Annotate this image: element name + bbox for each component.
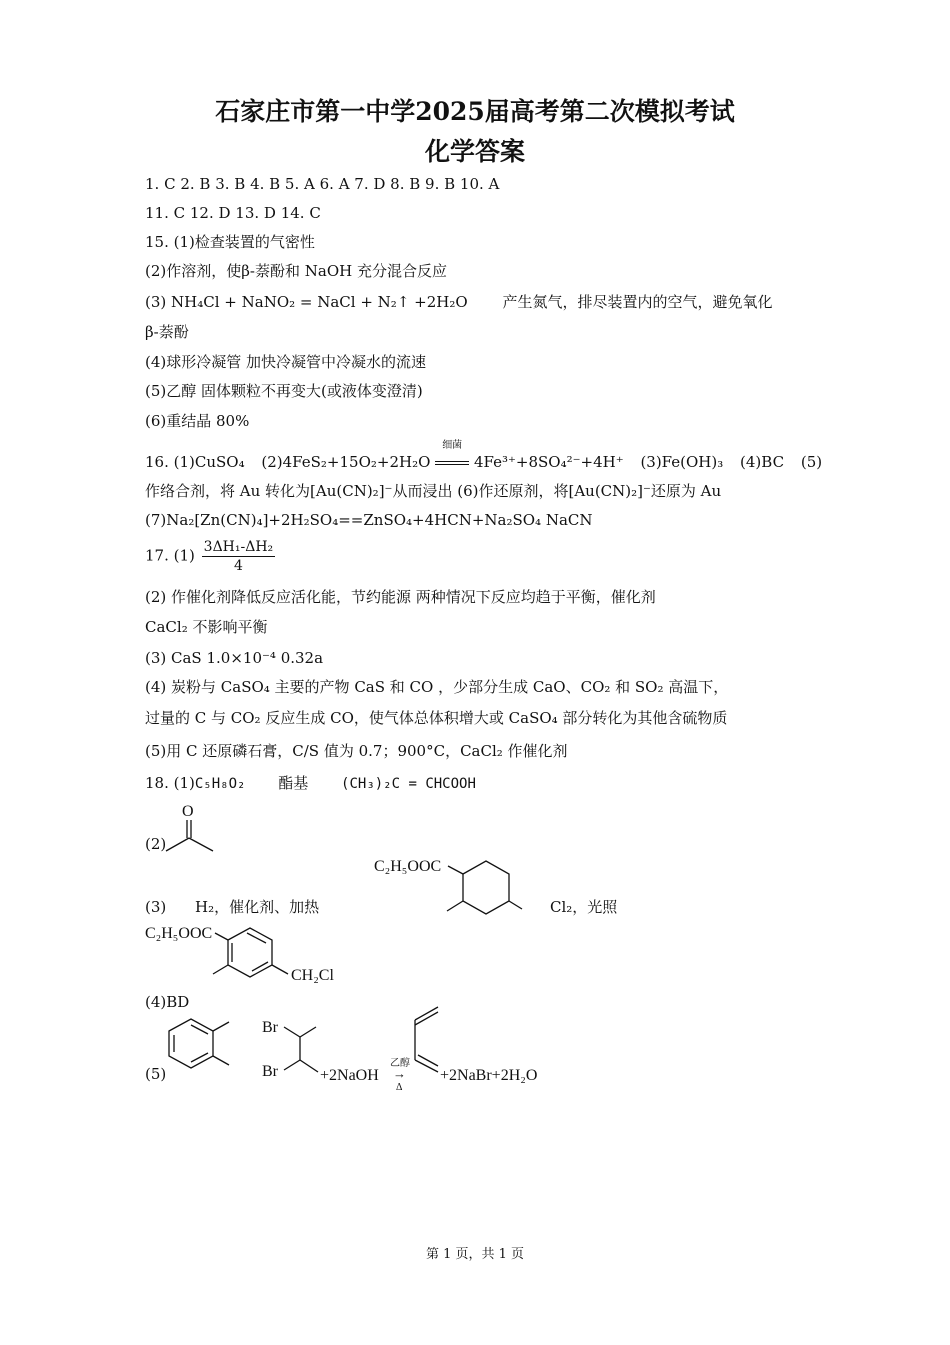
dibromo-reaction [260,1012,560,1092]
cyclohexane-ester-structure [372,845,532,915]
q16-line1 [145,440,823,472]
q18-condition-2: Cl₂，光照 [550,898,618,916]
q17-prefix: 17. (1) [145,546,195,565]
carbonyl-oxygen: O [182,803,194,820]
q17-part1 [145,538,275,575]
q16-a4: (4)BC [740,453,785,471]
q18-part3-label: (3) [145,898,167,916]
q16-a2-rhs: 4Fe³⁺+8SO₄²⁻+4H⁺ [473,453,624,471]
page-footer: 第 1 页，共 1 页 [425,1247,525,1262]
q15-part3-cont: β-萘酚 [145,323,189,341]
acetone-structure [160,798,230,858]
q15-part4: (4)球形冷凝管 加快冷凝管中冷凝水的流速 [145,353,427,371]
q15-part3-note: 产生氮气，排尽装置内的空气，避免氧化 [502,293,773,311]
page-title: 石家庄市第一中学2025届高考第二次模拟考试 [215,97,735,126]
q18-structure: (CH₃)₂C = CHCOOH [341,776,476,792]
q17-part2-cont: CaCl₂ 不影响平衡 [145,618,268,636]
q15-part5: (5)乙醇 固体颗粒不再变大(或液体变澄清) [145,382,423,400]
q18-condition-1: H₂，催化剂、加热 [195,898,320,916]
q15-part1: 15. (1)检查装置的气密性 [145,233,315,251]
q16-condition: 细菌 [442,440,463,451]
q16-a2-lhs: (2)4FeS₂+15O₂+2H₂O [261,453,431,471]
q17-part2: (2) 作催化剂降低反应活化能，节约能源 两种情况下反应均趋于平衡，催化剂 [145,588,656,606]
bromine-label-1: Br [262,1019,278,1036]
q17-denominator: 4 [233,558,243,574]
chloromethyl-label: CH₂Cl [291,967,334,984]
q17-part4-cont: 过量的 C 与 CO₂ 反应生成 CO，使气体总体积增大或 CaSO₄ 部分转化为其他含硫物质 [145,709,728,727]
q18-part3 [145,897,319,917]
q18-group: 酯基 [278,774,309,792]
ethanol-condition: 乙醇 [390,1058,410,1069]
q18-part1 [145,773,476,794]
q18-formula: C₅H₈O₂ [194,776,246,792]
bromine-label-2: Br [262,1063,278,1080]
q16-a1: 16. (1)CuSO₄ [145,453,245,471]
q18-prefix: 18. (1) [145,774,195,792]
q16-a5: (5) [800,453,823,471]
q16-equals-bar [435,461,469,465]
heat-condition: Δ [396,1082,403,1093]
q15-part3 [145,292,772,312]
q18-part4: (4)BD [145,993,190,1011]
reaction-products: +2NaBr+2H₂O [440,1067,538,1084]
product-ester-label: C₂H₅OOC [145,925,213,942]
q16-reaction-arrow [435,440,469,472]
reaction-arrow: → [393,1066,406,1081]
benzyl-chloride-ester-structure [143,918,363,993]
q17-fraction [202,538,276,575]
o-xylene-structure [160,1010,240,1080]
q17-numerator: 3ΔH₁-ΔH₂ [203,539,274,555]
q18-part2-label: (2) [145,835,167,853]
q16-line2: 作络合剂，将 Au 转化为[Au(CN)₂]⁻从而浸出 (6)作还原剂，将[Au(CN)₂]⁻还原为 Au [145,482,722,500]
q15-equation: NH₄Cl + NaNO₂ = NaCl + N₂↑ +2H₂O [171,293,468,311]
q18-part5-label: (5) [145,1065,167,1083]
q15-part6: (6)重结晶 80% [145,412,250,430]
page-subtitle: 化学答案 [424,137,525,166]
naoh-reagent: +2NaOH [320,1067,379,1084]
q17-part3: (3) CaS 1.0×10⁻⁴ 0.32a [145,649,324,667]
mc-answers-1: 1. C 2. B 3. B 4. B 5. A 6. A 7. D 8. B 9. B 10. A [145,175,500,193]
q16-line3: (7)Na₂[Zn(CN)₄]+2H₂SO₄==ZnSO₄+4HCN+Na₂SO₄ NaCN [145,511,593,529]
q16-a3: (3)Fe(OH)₃ [640,453,724,471]
q15-part3-prefix: (3) [145,293,167,311]
ester-group-label: C₂H₅OOC [374,858,442,875]
q15-part2: (2)作溶剂，使β-萘酚和 NaOH 充分混合反应 [145,262,447,280]
q17-part4: (4) 炭粉与 CaSO₄ 主要的产物 CaS 和 CO ，少部分生成 CaO、CO₂ 和 SO₂ 高温下， [145,678,729,696]
mc-answers-2: 11. C 12. D 13. D 14. C [145,204,321,222]
q17-part5: (5)用 C 还原磷石膏，C/S 值为 0.7；900°C，CaCl₂ 作催化剂 [145,742,568,760]
